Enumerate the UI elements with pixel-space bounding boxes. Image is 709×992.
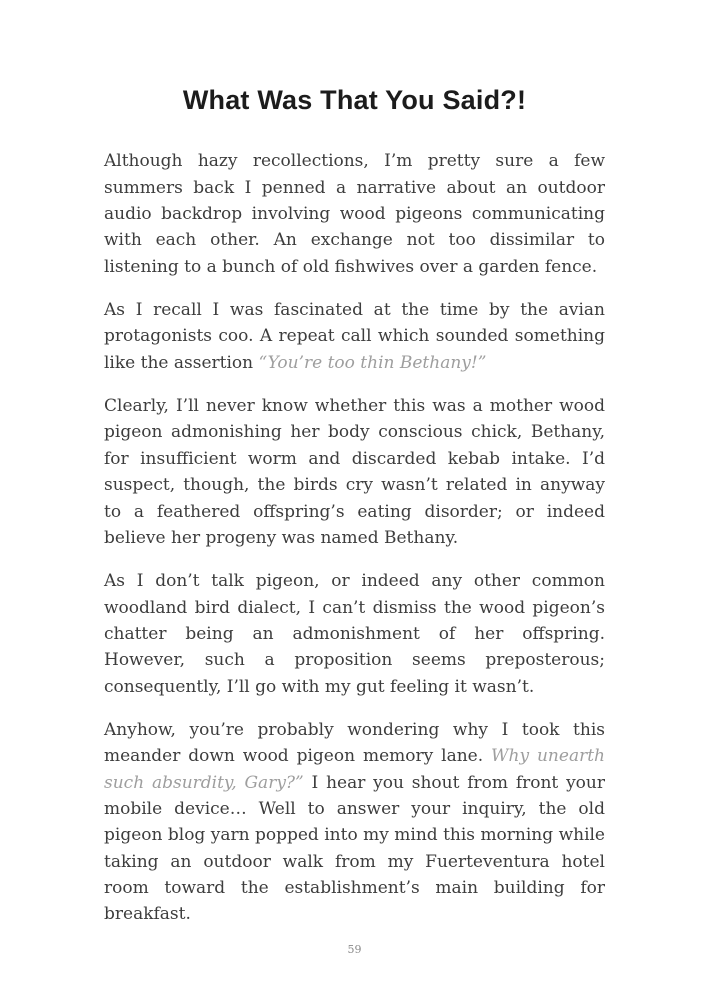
quoted-phrase: Why unearth such absurdity, Gary?” <box>104 746 605 793</box>
paragraph-text: Clearly, I’ll never know whether this was a mother wood pigeon admonishing her body conscious chick, Bethany, for insufficient worm and discarded kebab intake. I’d suspect, though, the birds cry wasn’t related in anyway to a feathered offspring’s eating disorder; or indeed believe her progeny was named Bethany. <box>104 396 605 548</box>
paragraph <box>104 568 605 700</box>
paragraph <box>104 148 605 280</box>
paragraph <box>104 717 605 928</box>
page-number: 59 <box>347 943 362 956</box>
paragraph-text: As I recall I was fascinated at the time by the avian protagonists coo. A repeat call which sounded something like the assertion <box>104 300 605 373</box>
paragraph-text: I hear you shout from front your mobile device… Well to answer your inquiry, the old pigeon blog yarn popped into my mind this morning while taking an outdoor walk from my Fuerteventura hotel room toward the establishment’s main building for breakfast. <box>104 772 605 925</box>
quoted-phrase: “You’re too thin Bethany!” <box>258 352 487 373</box>
paragraph <box>104 297 605 376</box>
paragraph-text: Anyhow, you’re probably wondering why I took this meander down wood pigeon memory lane. <box>104 719 605 767</box>
paragraph-text: As I don’t talk pigeon, or indeed any other common woodland bird dialect, I can’t dismiss the wood pigeon’s chatter being an admonishment of her offspring. However, such a proposition seems preposterous; consequently, I’ll go with my gut feeling it wasn’t. <box>104 571 605 697</box>
page-title: What Was That You Said?! <box>182 85 527 115</box>
paragraph <box>104 393 605 551</box>
paragraph-text: Although hazy recollections, I’m pretty sure a few summers back I penned a narrative about an outdoor audio backdrop involving wood pigeons communicating with each other. An exchange not too dissimilar to listening to a bunch of old fishwives over a garden fence. <box>104 151 605 277</box>
